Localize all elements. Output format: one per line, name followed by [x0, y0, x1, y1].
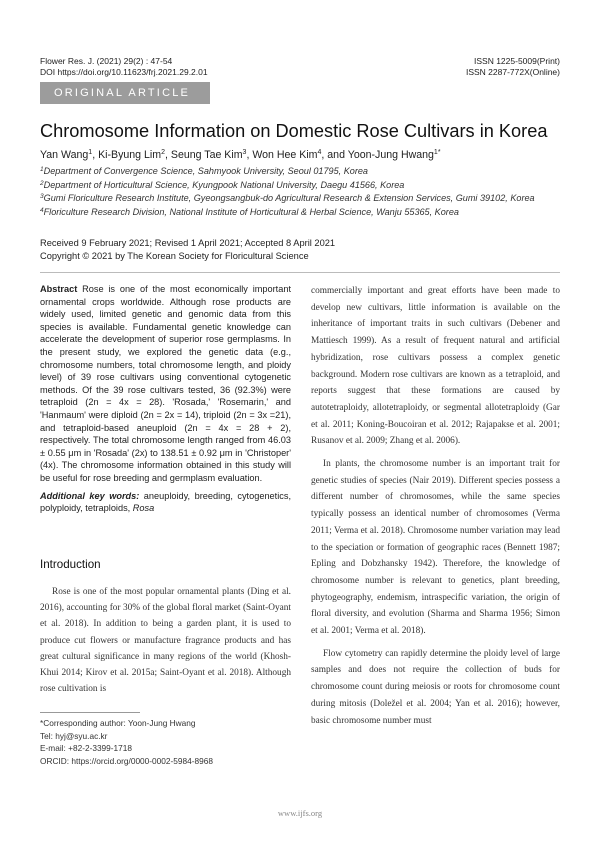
affiliation-item	[40, 178, 580, 192]
issn-print: ISSN 1225-5009(Print)	[474, 56, 560, 66]
author-name: Yan Wang	[40, 149, 89, 161]
footnote-divider	[40, 712, 140, 713]
author-affil-mark: 1	[88, 149, 93, 156]
author-affil-mark: 1*	[433, 149, 441, 156]
abstract-text: Rose is one of the most economically important ornamental crops worldwide. Although rose products are widely used, limited genetic and genomic data from this species is available. Fundamental genetic knowledge can accelerate the development of superior rose germplasms. In the present study, we explored the genetic data (e.g., chromosome numbers, total chromosome length, and ploidy level) of 39 rose cultivars using conventional cytogenetic methods. Of the 39 rose cultivars tested, 36 (92.3%) were tetraploid (2n = 4x = 28). 'Rosada,' 'Rosemarin,' and 'Hanmaum' were diploid (2n = 2x = 14), triploid (2n = 3x =21), and tetraploid-based aneuploid (2n = 4x = 28 + 2), respectively. The total chromosome length ranged from 46.03 ± 0.55 μm in 'Rosada' (2x) to 138.51 ± 0.92 μm in 'Christoper' (4x). The chromosome information obtained in this study will be useful for rose breeding and germplasm evaluation.	[40, 284, 291, 483]
abstract	[40, 283, 291, 485]
footer-url[interactable]: www.ijfs.org	[277, 808, 323, 818]
keywords-text: aneuploidy, breeding, cytogenetics, polyploidy, tetraploids,	[40, 490, 291, 514]
body-paragraph: commercially important and great efforts have been made to develop new cultivars, little information is available on the inheritance of important traits in such cultivars (Debener and Mattiesch 1999). As a result of frequent natural and artificial hybridization, rose cultivars possess a complex genetic background. Modern rose cultivars are known as a tetraploid, and reports suggest that these formations are caused by autotetraploidy, allotetraploidy, or segmental allotetraploidy (Gar et al. 2011; Koning-Boucoiran et al. 2012; Rajapakse et al. 2001; Rusanov et al. 2009; Zhang et al. 2006).	[311, 286, 560, 447]
affiliation-text: Department of Convergence Science, Sahmyook University, Seoul 01795, Korea	[43, 166, 368, 176]
abstract-heading: Abstract	[40, 284, 78, 294]
introduction-paragraph: Rose is one of the most popular ornamental plants (Ding et al. 2016), accounting for 30% of the global floral market (Saint-Oyant et al. 2018). In addition to being a garden plant, it is used to produce cut flowers or manufacture fragrance products and has great cultural significance in many regions of the world (Khosh-Khui 2014; Kirov et al. 2015a; Saint-Oyant et al. 2018). Although rose cultivation is	[40, 587, 291, 695]
affiliation-item	[40, 191, 580, 205]
affiliation-item	[40, 205, 580, 219]
affiliation-text: Gumi Floriculture Research Institute, Gyeongsangbuk-do Agricultural Research & Extension Services, Gumi 39102, Korea	[43, 193, 535, 204]
author-affil-mark: 2	[161, 149, 165, 156]
affiliation-list	[40, 164, 580, 218]
doi-link[interactable]: DOI https://doi.org/10.11623/frj.2021.29.2.01	[40, 67, 208, 77]
body-right-column	[311, 283, 560, 735]
keyword-rosa: Rosa	[132, 503, 155, 514]
author-affil-mark: 4	[317, 149, 322, 156]
introduction-body	[40, 584, 291, 697]
affiliation-text: Floriculture Research Division, National Institute of Horticultural & Herbal Science, Wanju 55365, Korea	[43, 206, 459, 217]
corresponding-footnote	[40, 717, 300, 767]
copyright-line: Copyright © 2021 by The Korean Society for Floricultural Science	[40, 251, 309, 261]
corresponding-author: *Corresponding author: Yoon-Jung Hwang	[40, 718, 196, 728]
issn-block	[466, 56, 560, 78]
affiliation-mark: 1	[40, 166, 44, 173]
history-dates: Received 9 February 2021; Revised 1 April 2021; Accepted 8 April 2021	[40, 238, 336, 248]
issn-online: ISSN 2287-772X(Online)	[465, 67, 560, 77]
footnote-orcid[interactable]: ORCID: https://orcid.org/0000-0002-5984-8968	[40, 755, 213, 766]
introduction-heading: Introduction	[40, 558, 101, 571]
keywords-heading: Additional key words:	[40, 490, 140, 501]
author-name: Ki-Byung Lim	[98, 149, 162, 161]
journal-header	[40, 56, 208, 78]
article-title: Chromosome Information on Domestic Rose Cultivars in Korea	[40, 121, 548, 141]
author-name: Seung Tae Kim	[170, 149, 243, 161]
author-affil-mark: 3	[242, 149, 247, 156]
body-paragraph: Flow cytometry can rapidly determine the ploidy level of large samples and does not require the collection of buds for chromosome count during meiosis or roots for chromosome count during mitosis (Doležel et al. 2004; Yan et al. 2016); however, basic chromosome number must	[311, 648, 560, 726]
article-type-banner	[40, 82, 560, 104]
author-name: Yoon-Jung Hwang	[347, 149, 434, 161]
author-list: Yan Wang$^1$, Ki-Byung Lim$^2$, Seung Tae Kim$^3$, Won Hee Kim$^4$, and Yoon-Jung Hwang$^{1*}$	[40, 149, 441, 161]
affiliation-mark: 3	[40, 193, 44, 201]
body-paragraph: In plants, the chromosome number is an important trait for genetic studies of species (Nair 2019). Different species possess a different number of chromosomes, while the same species typically possess an identical number of chromosomes (Verma 2011; Verma et al. 2018). Chromosome number variation may lead to the speciation or formation of geographic races (Bennett 1987; Epling and Dobzhansky 1942). Therefore, the knowledge of chromosome number is relevant to genetics, plant breeding, phytogeography, endemism, intraspecific variation, the origin of floral diversity, and evolution (Sharma and Sharma 1956; Simon et al. 2001; Verma et al. 2018).	[311, 459, 560, 637]
section-divider	[40, 272, 560, 273]
affiliation-mark: 2	[40, 179, 44, 187]
author-name: Won Hee Kim	[252, 149, 318, 161]
affiliation-mark: 4	[40, 206, 44, 214]
journal-citation: Flower Res. J. (2021) 29(2) : 47-54	[40, 56, 173, 66]
article-dates-block	[40, 237, 335, 263]
abstract-column	[40, 283, 291, 515]
affiliation-item	[40, 164, 580, 178]
keywords	[40, 490, 291, 515]
footnote-tel: Tel: hyj@syu.ac.kr	[40, 730, 108, 741]
article-type-label: ORIGINAL ARTICLE	[40, 82, 210, 104]
affiliation-text: Department of Horticultural Science, Kyungpook National University, Daegu 41566, Korea	[43, 179, 405, 190]
footnote-email: E-mail: +82-2-3399-1718	[40, 743, 133, 754]
